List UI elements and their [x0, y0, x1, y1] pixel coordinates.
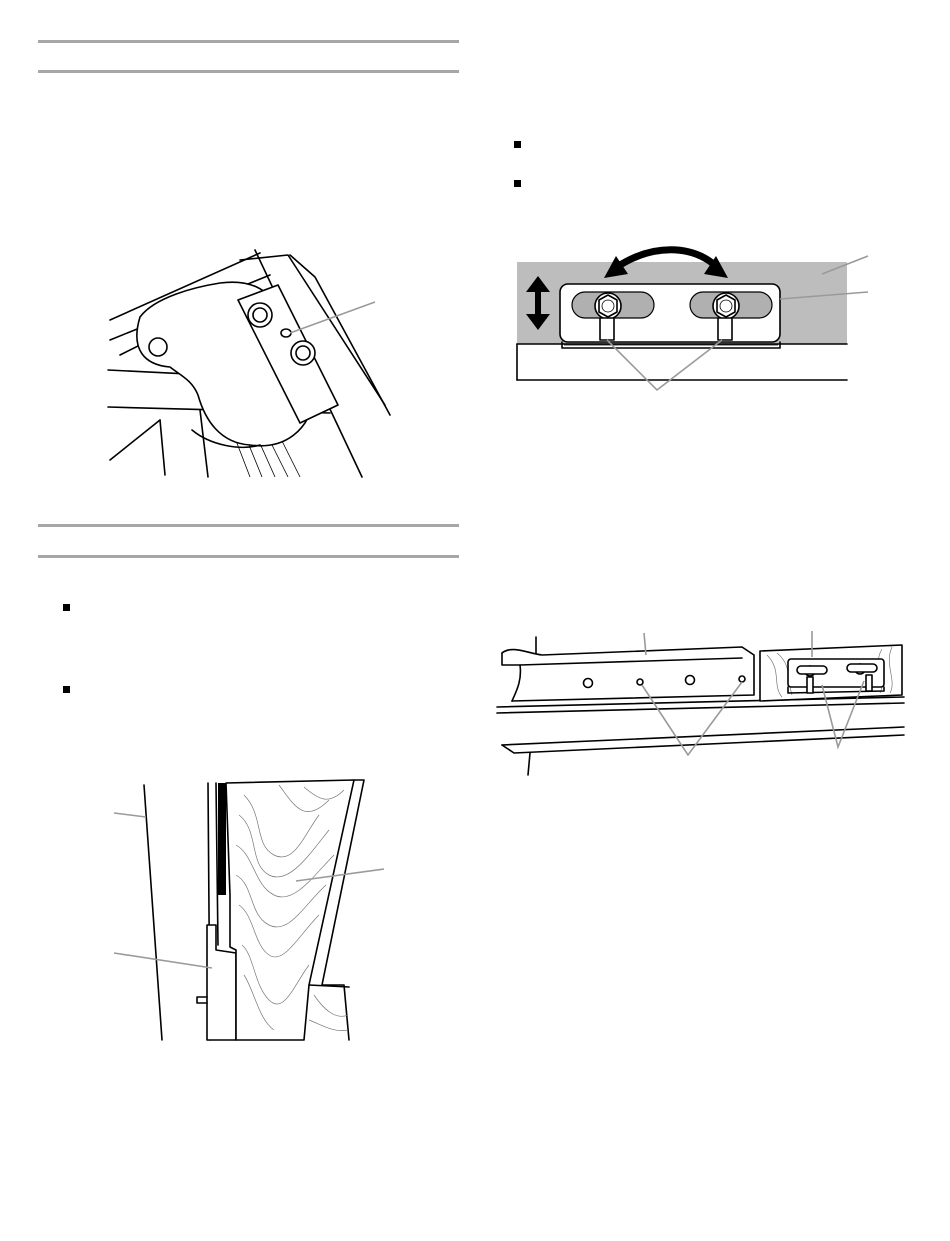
section-rule-mid-2: [38, 555, 459, 558]
bullet-marker: [63, 604, 70, 611]
bullet-marker: [63, 686, 70, 693]
hinge-pin-illustration: [100, 245, 400, 485]
section-rule-mid-1: [38, 524, 459, 527]
section-rule-top-2: [38, 70, 459, 73]
door-panel-cross-section-illustration: [104, 775, 404, 1050]
top-bracket-alignment-illustration: [492, 625, 912, 785]
mounting-bracket-illustration: [512, 242, 872, 392]
section-rule-top-1: [38, 40, 459, 43]
bullet-marker: [514, 180, 521, 187]
bullet-marker: [514, 141, 521, 148]
